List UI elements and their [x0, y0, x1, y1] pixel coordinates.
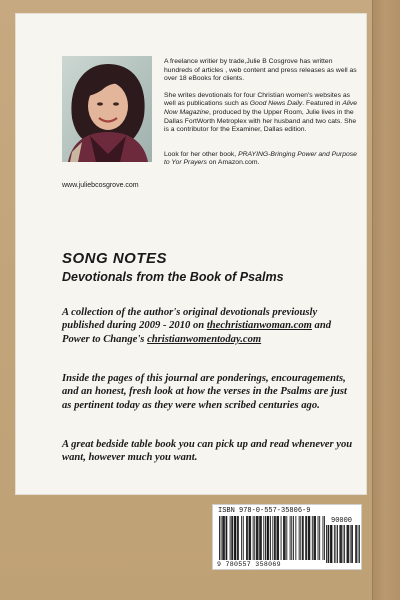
barcode-bar — [314, 516, 315, 560]
barcode-bar — [293, 516, 294, 560]
barcode-bar — [219, 516, 220, 560]
barcode-bar — [319, 516, 320, 560]
barcode-bar — [278, 516, 279, 560]
barcode-bar — [302, 516, 303, 560]
barcode-bar — [343, 525, 344, 563]
author-photo — [62, 56, 152, 162]
barcode-bar — [267, 516, 268, 560]
barcode-bar — [249, 516, 250, 560]
barcode-bar — [350, 525, 351, 563]
barcode-bar — [352, 525, 353, 563]
barcode-bar — [277, 516, 278, 560]
barcode-bar — [306, 516, 307, 560]
barcode-bar — [341, 525, 342, 563]
barcode-bar — [291, 516, 292, 560]
barcode-bar — [347, 525, 348, 563]
barcode-bar — [332, 525, 333, 563]
barcode-bar — [309, 516, 310, 560]
website-link: christianwomentoday.com — [147, 333, 262, 345]
barcode-bar — [286, 516, 287, 560]
bio-text: She writes devotionals for four Christian women's websites as well as publications such as — [164, 91, 351, 108]
barcode-bar — [246, 516, 247, 560]
isbn-label: ISBN 978-0-557-35806-9 — [218, 507, 311, 515]
barcode-bar — [318, 516, 319, 560]
barcode-bar — [300, 516, 301, 560]
barcode-bar — [257, 516, 258, 560]
spine-edge — [372, 0, 400, 600]
barcode-bar — [226, 516, 227, 560]
barcode-bar — [226, 516, 227, 560]
barcode-bar — [326, 525, 327, 563]
barcode-bar — [328, 525, 329, 563]
barcode-bar — [277, 516, 278, 560]
website-link: thechristianwoman.com — [206, 320, 312, 332]
barcode-bars — [219, 516, 325, 560]
barcode-bar — [243, 516, 244, 560]
barcode-bar — [235, 516, 236, 560]
blurb-paragraph-3: A great bedside table book you can pick up and read whenever you want, however much you want. — [62, 439, 353, 464]
barcode-digits: 9 780557 358069 — [217, 561, 281, 568]
barcode-bar — [344, 525, 345, 563]
bio-text: on Amazon.com. — [206, 159, 260, 167]
barcode-bar — [274, 516, 275, 560]
barcode-bar — [230, 516, 231, 560]
barcode-bar — [232, 516, 233, 560]
other-book-title: PRAYING-Bringing Power and Purpose to Yor Prayers — [164, 150, 357, 167]
barcode-bar — [238, 516, 239, 560]
barcode-bar — [223, 516, 224, 560]
barcode-bar — [305, 516, 306, 560]
barcode-bar — [237, 516, 238, 560]
barcode-bar — [268, 516, 269, 560]
author-bio — [164, 58, 360, 176]
blurb-text: and Power to Change's — [62, 320, 332, 345]
barcode-bar — [281, 516, 282, 560]
barcode-bar — [270, 516, 271, 560]
barcode-bar — [221, 516, 222, 560]
bio-text: Look for her other book, — [164, 150, 239, 158]
author-portrait-icon — [62, 56, 152, 162]
author-website: www.juliebcosgrove.com — [62, 182, 139, 189]
barcode-bar — [328, 525, 329, 563]
barcode-bar — [267, 516, 268, 560]
barcode-bar — [224, 516, 225, 560]
barcode-bar — [284, 516, 285, 560]
barcode-bar — [356, 525, 357, 563]
barcode-bar — [303, 516, 304, 560]
price-code: 90000 — [331, 517, 353, 525]
barcode-bar — [285, 516, 286, 560]
barcode-bar — [335, 525, 336, 563]
barcode-bar — [359, 525, 360, 563]
barcode-bar — [234, 516, 235, 560]
barcode-bar — [258, 516, 259, 560]
barcode-bar — [330, 525, 331, 563]
blurb-paragraph-1 — [62, 306, 354, 346]
barcode-bar — [331, 525, 332, 563]
barcode-bar — [259, 516, 260, 560]
barcode-bar — [358, 525, 359, 563]
blurb-paragraph-2: Inside the pages of this journal are ponderings, encouragements, and an honest, fresh look at how the verses in the Psalms are just as pertinent today as they were when scribed centuries ago. — [62, 373, 347, 411]
barcode-bar — [334, 525, 335, 563]
barcode-bar — [265, 516, 266, 560]
book-subtitle: Devotionals from the Book of Psalms — [62, 270, 284, 284]
publication-name: Alive Now Magazine — [164, 100, 358, 116]
barcode-bar — [351, 525, 352, 563]
barcode-bar — [340, 525, 341, 563]
barcode-bar — [256, 516, 257, 560]
bio-text: , produced by the Upper Room, Julie lives in the Dallas FortWorth Metroplex with her husband and two cats. She is a contributor for the Examiner, Dallas edition. — [164, 108, 357, 134]
barcode-bar — [253, 516, 254, 560]
barcode-bar — [324, 516, 325, 560]
barcode-bar — [337, 525, 338, 563]
isbn-barcode — [212, 504, 362, 570]
barcode-bar — [299, 516, 300, 560]
bio-paragraph-1: A freelance writier by trade,Julie B Cosgrove has written hundreds of articles , web content and press releases as well as over 18 eBooks for clients. — [164, 58, 357, 83]
barcode-bar — [283, 516, 284, 560]
barcode-bar — [249, 516, 250, 560]
publication-name: Good News Daily — [249, 100, 303, 108]
bio-paragraph-3 — [164, 151, 360, 168]
barcode-bar — [309, 516, 310, 560]
barcode-bar — [241, 516, 242, 560]
barcode-bar — [295, 516, 296, 560]
barcode-addon-bars — [326, 525, 360, 563]
barcode-bar — [314, 516, 315, 560]
barcode-bar — [231, 516, 232, 560]
barcode-bar — [339, 525, 340, 563]
barcode-bar — [250, 516, 251, 560]
bio-paragraph-2 — [164, 92, 360, 135]
barcode-bar — [272, 516, 273, 560]
barcode-bar — [315, 516, 316, 560]
barcode-bar — [261, 516, 262, 560]
barcode-bar — [290, 516, 291, 560]
bio-text: . Featured in — [302, 100, 343, 108]
barcode-bar — [254, 516, 255, 560]
barcode-bar — [247, 516, 248, 560]
barcode-bar — [348, 525, 349, 563]
barcode-bar — [263, 516, 264, 560]
barcode-bar — [323, 516, 324, 560]
book-title: SONG NOTES — [62, 250, 168, 267]
barcode-bar — [355, 525, 356, 563]
barcode-bar — [235, 516, 236, 560]
barcode-bar — [347, 525, 348, 563]
barcode-bar — [308, 516, 309, 560]
barcode-bar — [260, 516, 261, 560]
blurb-text: A collection of the author's original devotionals previously published during 2009 - 2010 on — [62, 307, 318, 332]
barcode-bar — [275, 516, 276, 560]
barcode-bar — [312, 516, 313, 560]
barcode-bar — [222, 516, 223, 560]
